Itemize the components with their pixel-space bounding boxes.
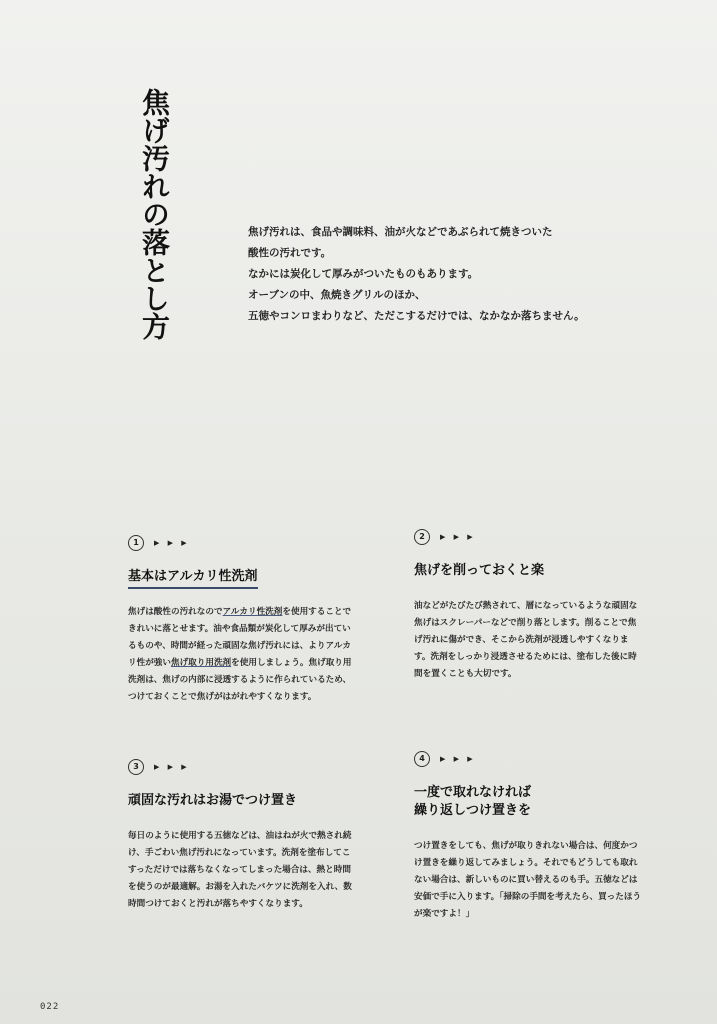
heading-line: 一度で取れなければ [414,785,532,800]
section-number: 2 [414,529,430,545]
section-marker [414,528,654,546]
section-heading [414,784,654,820]
heading-highlight: アルカリ性洗剤 [167,569,258,584]
body-text: を使用することできれいに落とせます。油や食品類が炭化して厚みが出ているものや、時間が経った頑固な焦げ汚れには、よりアルカリ性が強い [128,607,352,668]
section-number: 3 [128,759,144,775]
section-number: 1 [128,535,144,551]
arrow-icons: ▶ ▶ ▶ [440,755,476,763]
section-1 [128,534,368,706]
intro-line: オーブンの中、魚焼きグリルのほか、 [248,289,426,301]
page-number: 022 [40,1002,60,1012]
section-number: 4 [414,751,430,767]
section-heading: 焦げを削っておくと楽 [414,563,545,578]
section-body [128,604,356,706]
body-text: 焦げは酸性の汚れなので [128,607,223,617]
section-body: 毎日のように使用する五徳などは、油はねが火で熱され続け、手ごわい焦げ汚れになっています。洗剤を塗布してこすっただけでは落ちなくなってしまった場合は、熱と時間を使うのが最適解。お湯を入れたバケツに洗剤を入れ、数時間つけておくと汚れが落ちやすくなります。 [128,831,352,909]
arrow-icons: ▶ ▶ ▶ [440,533,476,541]
body-highlight: 焦げ取り用洗剤 [170,658,232,668]
intro-text [248,222,668,327]
intro-line: なかには炭化して厚みがついたものもあります。 [248,268,479,280]
heading-line: 繰り返しつけ置きを [414,803,532,818]
section-2 [414,528,654,683]
arrow-icons: ▶ ▶ ▶ [154,539,190,547]
section-marker [414,750,654,768]
section-marker [128,534,368,552]
body-highlight: アルカリ性洗剤 [222,607,283,617]
page-title: 焦げ汚れの落とし方 [138,88,171,340]
intro-line: 酸性の汚れです。 [248,247,332,259]
intro-line: 五徳やコンロまわりなど、ただこするだけでは、なかなか落ちません。 [248,310,585,322]
heading-prefix: 基本は [128,569,168,584]
section-body: つけ置きをしても、焦げが取りきれない場合は、何度かつけ置きを繰り返してみましょう。それでもどうしても取れない場合は、新しいものに買い替えるのも手。五徳などは安価で手に入ります。「掃除の手間を考えたら、買ったほうが楽ですよ！」 [414,841,642,919]
body-text: を使用しましょう。焦げ取り用洗剤は、焦げの内部に浸透するように作られているため、つけておくことで焦げがはがれやすくなります。 [128,658,352,702]
section-body: 油などがたびたび熱されて、層になっているような頑固な焦げはスクレーパーなどで削り落とします。削ることで焦げ汚れに傷ができ、そこから洗剤が浸透しやすくなります。洗剤をしっかり浸透させるためには、塗布した後に時間を置くことも大切です。 [414,601,638,679]
intro-line: 焦げ汚れは、食品や調味料、油が火などであぶられて焼きついた [248,226,553,238]
section-heading [128,568,368,586]
section-3 [128,758,368,913]
arrow-icons: ▶ ▶ ▶ [154,763,190,771]
section-4 [414,750,654,923]
section-heading: 頑固な汚れはお湯でつけ置き [128,793,298,808]
section-marker [128,758,368,776]
